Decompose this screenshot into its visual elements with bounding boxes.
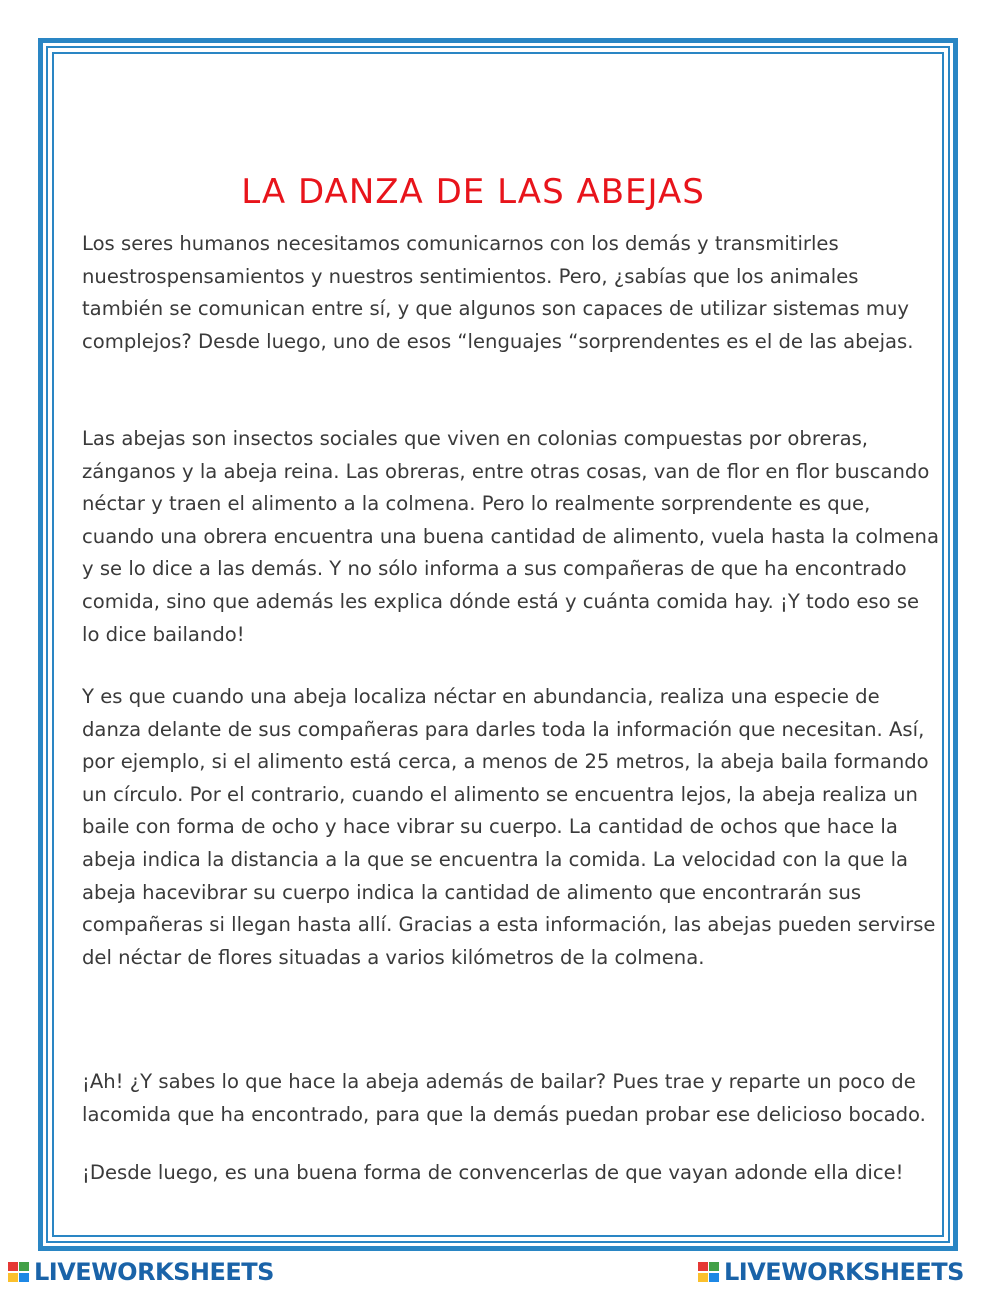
liveworksheets-blocks-icon	[698, 1261, 720, 1283]
liveworksheets-logo-right[interactable]	[698, 1258, 964, 1286]
brand-name: LIVEWORKSHEETS	[34, 1258, 274, 1286]
paragraph-dance: Y es que cuando una abeja localiza néctar en abundancia, realiza una especie de danza delante de sus compañeras para darles toda la información que necesitan. Así, por ejemplo, si el alimento está cerca, a menos de 25 metros, la abeja baila formando un círculo. Por el contrario, cuando el alimento se encuentra lejos, la abeja realiza un baile con forma de ocho y hace vibrar su cuerpo. La cantidad de ochos que hace la abeja indica la distancia a la que se encuentra la comida. La velocidad con la que la abeja hacevibrar su cuerpo indica la cantidad de alimento que encontrarán sus compañeras si llegan hasta allí. Gracias a esta información, las abejas pueden servirse del néctar de flores situadas a varios kilómetros de la colmena.	[82, 685, 936, 969]
liveworksheets-logo-left[interactable]	[8, 1258, 274, 1286]
paragraph-colonies: Las abejas son insectos sociales que viven en colonias compuestas por obreras, zánganos y la abeja reina. Las obreras, entre otras cosas, van de flor en flor buscando néctar y traen el alimento a la colmena. Pero lo realmente sorprendente es que, cuando una obrera encuentra una buena cantidad de alimento, vuela hasta la colmena y se lo dice a las demás. Y no sólo informa a sus compañeras de que ha encontrado comida, sino que además les explica dónde está y cuánta comida hay. ¡Y todo eso se lo dice bailando!	[82, 427, 939, 646]
page-title: LA DANZA DE LAS ABEJAS	[241, 172, 705, 212]
brand-name: LIVEWORKSHEETS	[724, 1258, 964, 1286]
paragraph-share-food: ¡Ah! ¿Y sabes lo que hace la abeja además de bailar? Pues trae y reparte un poco de lacomida que ha encontrado, para que la demás puedan probar ese delicioso bocado.	[82, 1070, 926, 1126]
liveworksheets-blocks-icon	[8, 1261, 30, 1283]
paragraph-intro: Los seres humanos necesitamos comunicarnos con los demás y transmitirles nuestrospensamientos y nuestros sentimientos. Pero, ¿sabías que los animales también se comunican entre sí, y que algunos son capaces de utilizar sistemas muy complejos? Desde luego, uno de esos “lenguajes “sorprendentes es el de las abejas.	[82, 232, 914, 353]
paragraph-closing: ¡Desde luego, es una buena forma de convencerlas de que vayan adonde ella dice!	[82, 1161, 904, 1184]
